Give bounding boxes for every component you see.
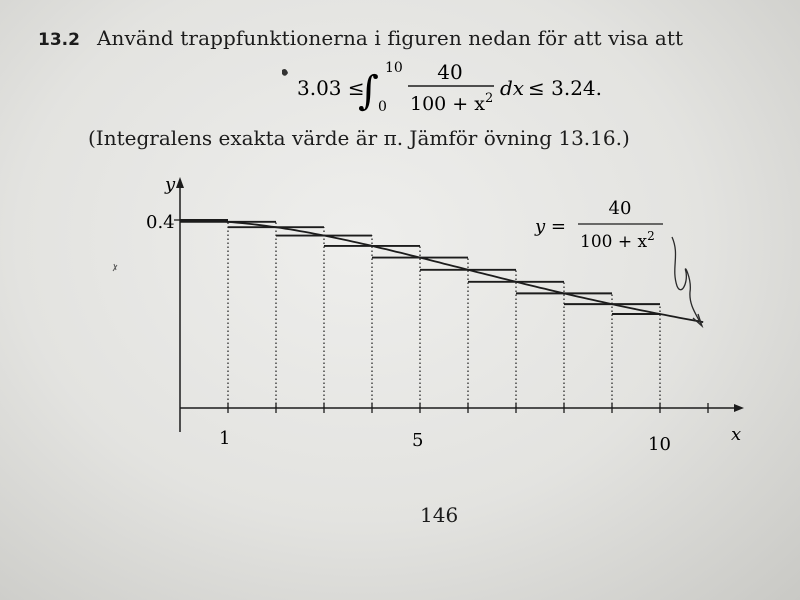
y-axis-arrowhead — [176, 177, 184, 188]
x-tick-label-10: 10 — [648, 434, 671, 455]
x-axis-arrowhead — [734, 404, 744, 412]
curve-label-denominator — [580, 229, 655, 252]
annotation-arrow — [672, 237, 701, 324]
integral-sign: ∫ — [358, 68, 379, 114]
curve-label-denominator-base: 100 + x — [580, 232, 648, 252]
page-number: 146 — [420, 503, 459, 527]
fraction-denominator-base: 100 + x — [410, 93, 485, 115]
ink-dot — [282, 69, 288, 76]
fraction-denominator-exp: 2 — [484, 91, 494, 106]
fraction-numerator: 40 — [437, 60, 463, 84]
curve-label-lhs: y = — [535, 216, 566, 237]
x-tick-label-1: 1 — [219, 428, 231, 449]
plot-lines — [174, 177, 744, 432]
integral-upper-limit: 10 — [385, 60, 403, 76]
y-axis-label: y — [165, 174, 176, 195]
x-tick-label-5: 5 — [412, 430, 424, 451]
problem-number: 13.2 — [38, 30, 80, 50]
y-tick-label: 0.4 — [146, 212, 175, 233]
annotation-arrowhead — [693, 314, 702, 326]
exact-value-note: (Integralens exakta värde är π. Jämför övning 13.16.) — [88, 126, 630, 150]
curve-label-numerator: 40 — [608, 198, 632, 219]
differential: dx — [500, 76, 525, 100]
pen-mark — [113, 264, 117, 271]
problem-statement: Använd trappfunktionerna i figuren nedan för att visa att — [97, 26, 684, 50]
lower-bound: 3.03 ≤ — [297, 76, 365, 100]
upper-bound: ≤ 3.24. — [528, 76, 603, 100]
curve-label-denominator-exp: 2 — [647, 229, 655, 243]
x-axis-label: x — [731, 424, 742, 445]
integral-lower-limit: 0 — [378, 99, 387, 115]
